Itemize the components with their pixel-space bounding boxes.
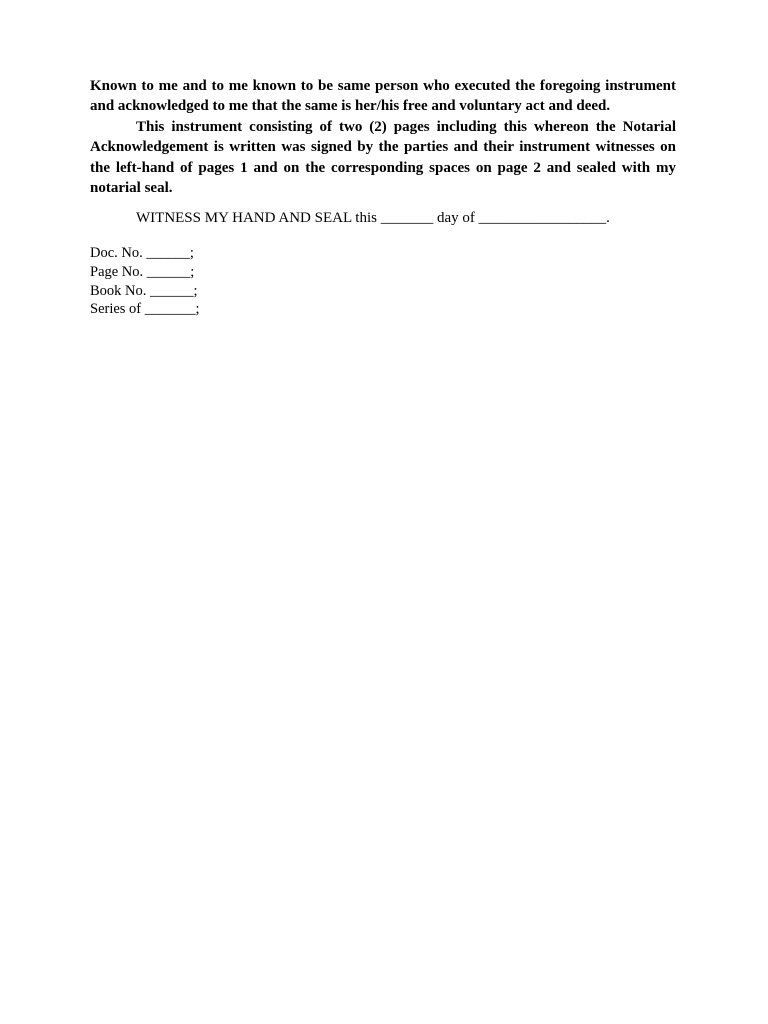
witness-line: WITNESS MY HAND AND SEAL this _______ day of _________________. xyxy=(136,210,610,227)
doc-no-line: Doc. No. ______; xyxy=(90,245,194,262)
notarial-record-block xyxy=(90,244,676,318)
instrument-description-paragraph: This instrument consisting of two (2) pages including this whereon the Notarial Acknowledgement is written was signed by the parties and their instrument witnesses on the left-hand of pages 1 and on the corresponding spaces on page 2 and sealed with my notarial seal. xyxy=(90,118,676,197)
acknowledgement-paragraph: Known to me and to me known to be same person who executed the foregoing instrument and acknowledged to me that the same is her/his free and voluntary act and deed. xyxy=(90,78,676,115)
series-of-line: Series of _______; xyxy=(90,301,200,318)
page-no-line: Page No. ______; xyxy=(90,264,195,281)
book-no-line: Book No. ______; xyxy=(90,282,198,299)
document-page xyxy=(90,76,676,319)
